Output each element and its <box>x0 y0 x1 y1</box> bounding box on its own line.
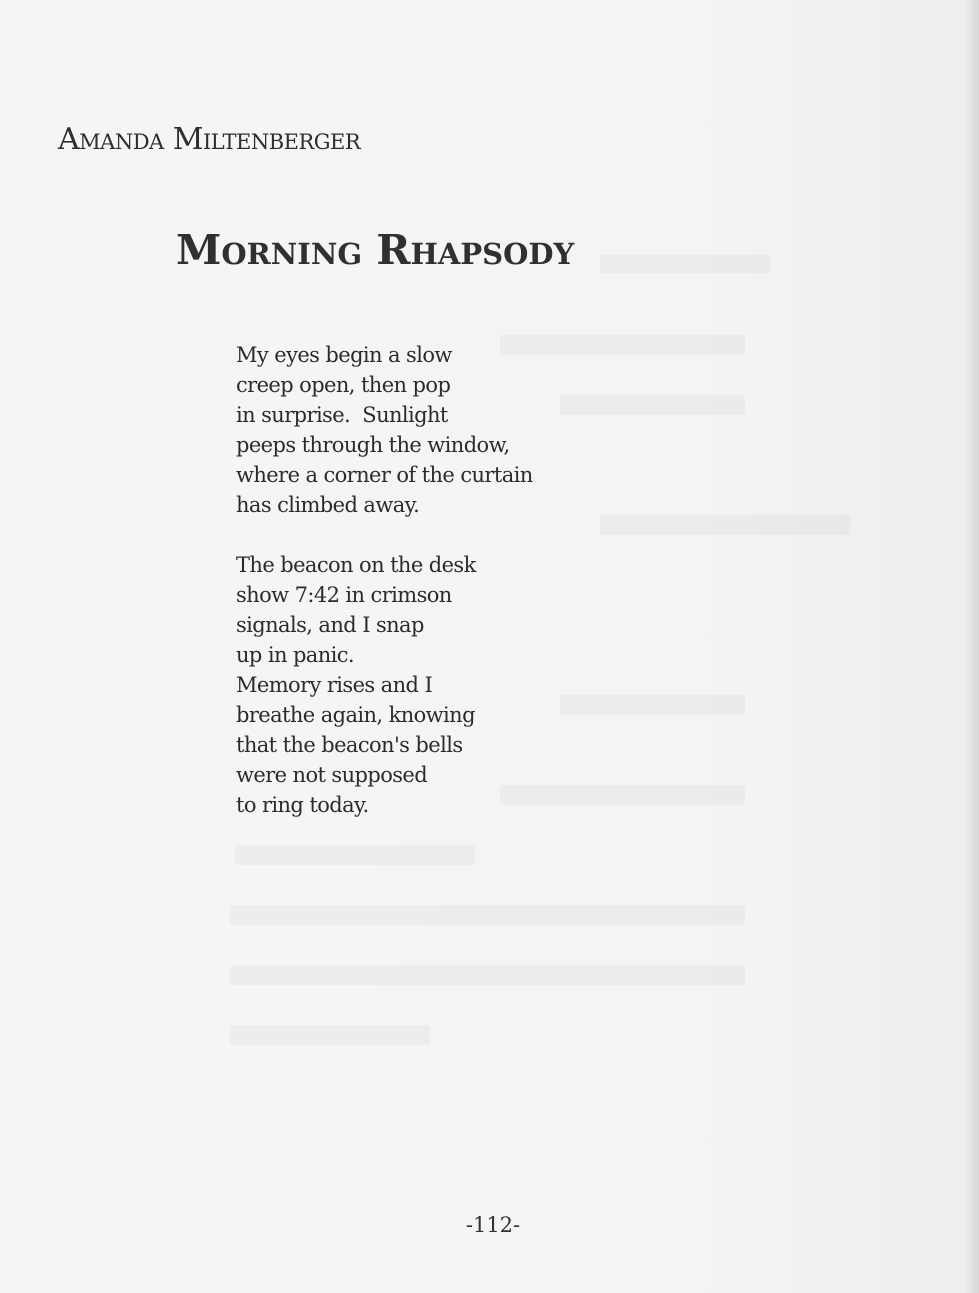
page-edge-shadow <box>965 0 979 1293</box>
poem-line: were not supposed <box>236 763 428 787</box>
poem-title: Morning Rhapsody <box>176 226 575 274</box>
bleed-through-shadow <box>600 255 770 273</box>
poem-line: creep open, then pop <box>236 373 451 397</box>
bleed-through-shadow <box>230 965 745 985</box>
poem-line: The beacon on the desk <box>236 553 476 577</box>
poem-line: show 7:42 in crimson <box>236 583 452 607</box>
poem-line: has climbed away. <box>236 493 420 517</box>
poem-line: Memory rises and I <box>236 673 433 697</box>
poem-line: where a corner of the curtain <box>236 463 533 487</box>
poem-body <box>236 340 656 850</box>
stanza-1 <box>236 340 656 520</box>
poem-line: that the beacon's bells <box>236 733 463 757</box>
poem-line: peeps through the window, <box>236 433 510 457</box>
poem-line: breathe again, knowing <box>236 703 475 727</box>
poem-line: My eyes begin a slow <box>236 343 452 367</box>
author-name: Amanda Miltenberger <box>58 122 361 157</box>
page-number: -112- <box>465 1213 521 1237</box>
poem-line: up in panic. <box>236 643 355 667</box>
bleed-through-shadow <box>230 1025 430 1045</box>
stanza-2 <box>236 550 656 820</box>
poem-line: to ring today. <box>236 793 369 817</box>
poem-line: signals, and I snap <box>236 613 424 637</box>
bleed-through-shadow <box>230 905 745 925</box>
poem-line: in surprise. Sunlight <box>236 403 448 427</box>
